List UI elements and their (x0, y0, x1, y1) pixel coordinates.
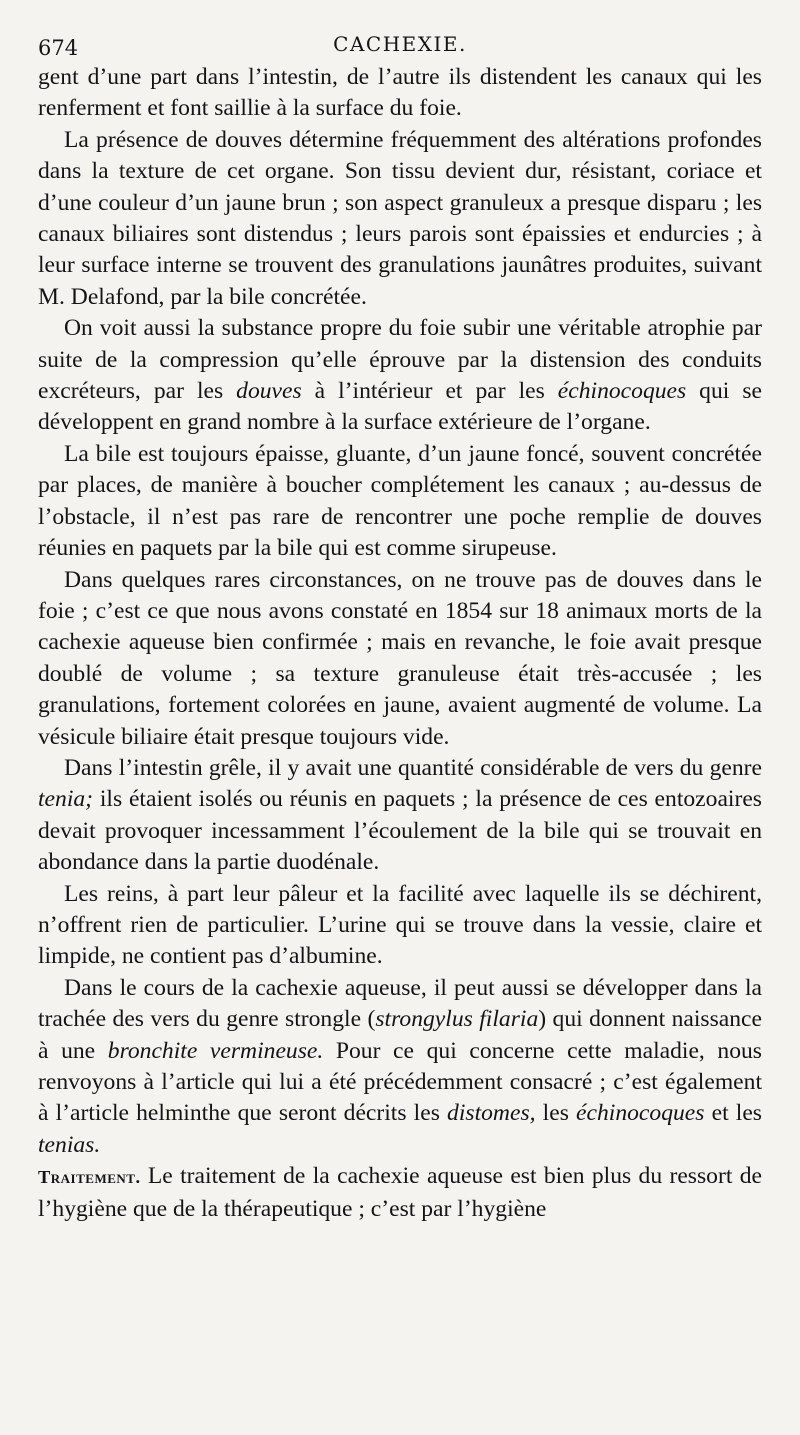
running-header (38, 30, 762, 62)
text-run: ) qui donnent naissance à une (38, 1006, 762, 1064)
running-title: CACHEXIE. (333, 32, 467, 56)
italic-term: douves (236, 378, 302, 405)
paragraph-continuation: gent d’une part dans l’intestin, de l’autre ils distendent les canaux qui les renferment et font saillie à la surface du foie. (38, 64, 762, 122)
text-run: Dans le cours de la cachexie aqueuse, il peut aussi se développer dans la trachée des vers du genre strongle ( (38, 974, 762, 1033)
text-run: On voit aussi la substance propre du foie subir une véritable atrophie par suite de la compression qu’elle éprouve par la distension des conduits excréteurs, par les (38, 315, 762, 405)
text-run: Le traitement de la cachexie aqueuse est bien plus du ressort de l’hygiène que de la thérapeutique ; c’est par l’hygiène (38, 1163, 762, 1222)
paragraph-traitement (38, 1161, 762, 1225)
text-run: à l’intérieur et par les (301, 378, 558, 405)
text-run: Pour ce qui concerne cette maladie, nous renvoyons à l’article qui lui a été précédemment consacré ; c’est également à l’article helminthe que seront décrits les (38, 1037, 762, 1127)
section-heading-traitement: Traitement. (38, 1167, 141, 1188)
italic-term: strongylus filaria (375, 1006, 539, 1033)
paragraph-douves-alterations: La présence de douves détermine fréquemment des altérations profondes dans la texture de cet organe. Son tissu devient dur, résistant, coriace et d’une couleur d’un jaune brun ; son aspect granuleux a presque disparu ; les canaux biliaires sont distendus ; leurs parois sont épaissies et endurcies ; à leur surface interne se trouvent des granulations jaunâtres produites, suivant M. Delafond, par la bile concrétée. (38, 126, 762, 310)
italic-term: distomes, (447, 1100, 536, 1127)
italic-term: échinocoques (576, 1100, 705, 1127)
text-run: les (535, 1100, 577, 1127)
paragraph-bile: La bile est toujours épaisse, gluante, d’un jaune foncé, souvent concrétée par places, de manière à boucher complétement les canaux ; au-dessus de l’obstacle, il n’est pas rare de rencontrer une poche remplie de douves réunies en paquets par la bile qui est comme sirupeuse. (38, 440, 762, 562)
text-run: et les (704, 1100, 762, 1127)
paragraph-trachee (38, 973, 762, 1161)
page-number: 674 (38, 36, 79, 60)
paragraph-reins: Les reins, à part leur pâleur et la facilité avec laquelle ils se déchirent, n’offrent rien de particulier. L’urine qui se trouve dans la vessie, claire et limpide, ne contient pas d’albumine. (38, 880, 762, 970)
italic-term: échinocoques (557, 378, 687, 405)
paragraph-atrophie (38, 313, 762, 439)
paragraph-intestin (38, 753, 762, 879)
paragraph-circonstances: Dans quelques rares circonstances, on ne trouve pas de douves dans le foie ; c’est ce que nous avons constaté en 1854 sur 18 animaux morts de la cachexie aqueuse bien confirmée ; mais en revanche, le foie avait presque doublé de volume ; sa texture granuleuse était très-accusée ; les granulations, fortement colorées en jaune, avaient augmenté de volume. La vésicule biliaire était presque toujours vide. (38, 566, 762, 750)
italic-term: bronchite vermineuse. (107, 1037, 324, 1064)
text-run: qui se développent en grand nombre à la surface extérieure de l’organe. (38, 378, 762, 436)
italic-term: tenia; (38, 786, 94, 813)
italic-term: tenias. (38, 1131, 101, 1158)
text-run: ils étaient isolés ou réunis en paquets ; la présence de ces entozoaires devait provoquer incessamment l’écoulement de la bile qui se trouvait en abondance dans la partie duodénale. (38, 786, 762, 876)
text-run: Dans l’intestin grêle, il y avait une quantité considérable de vers du genre (64, 754, 762, 781)
body-text (38, 62, 762, 1225)
